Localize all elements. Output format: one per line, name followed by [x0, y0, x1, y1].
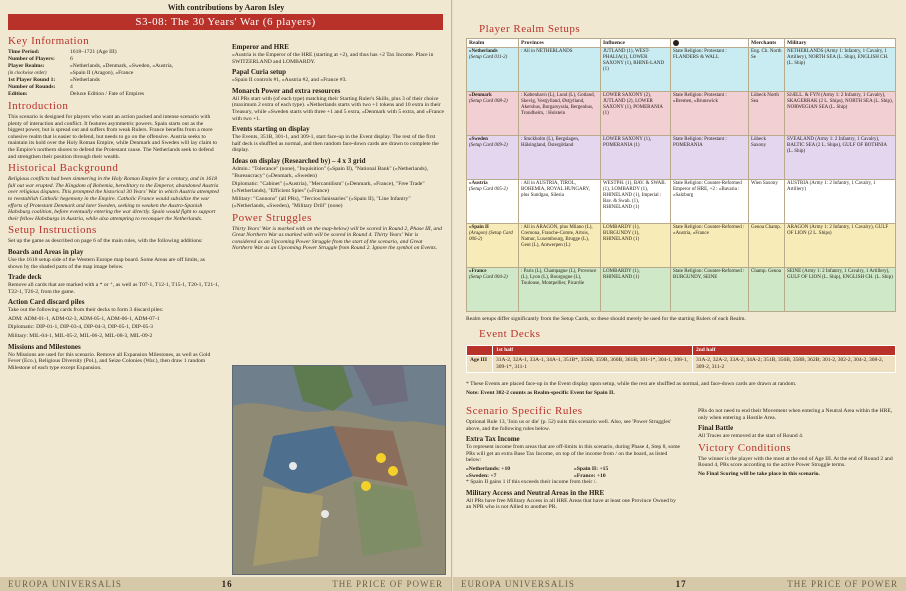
event-decks-table [466, 345, 896, 373]
scenario-rules-text: Optional Rule 13, 'Join us or die' (p. 52) suits this scenario well. Also, see 'Power Struggles' above, and the following rules below. [466, 419, 672, 432]
col-influence: Influence [601, 39, 671, 48]
emperor-text: »Austria is the Emperor of the HRE (starting at +2), and thus has +2 Tax Income. Place in SWITZERLAND and LOMBARDY. [232, 52, 434, 65]
realm-cell [467, 48, 519, 92]
intro-heading: Introduction [8, 100, 69, 112]
victory-heading: Victory Conditions [698, 441, 791, 454]
merchants-cell [749, 268, 785, 312]
influence-cell-text: LOWER SAXONY (2), JUTLAND (2), LOWER SAXONY (1), POMERANIA (1) [603, 93, 663, 117]
scenario-banner: S3-08: The 30 Years' War (6 players) [8, 14, 443, 30]
key-info-row: Player Realms: »Netherlands, »Denmark, »Sweden, »Austria, [8, 63, 173, 69]
military-cell-text: NETHERLANDS (Army 1: Infantry, 1 Cavalry, 1 Artillery), NORTH SEA (L. Ship), ENGLISH CH. (L. Ship) [787, 49, 889, 67]
provinces-cell-text: : All in AUSTRIA, TIROL, BOHEMIA, ROYAL HUNGARY, plus Sundgau, Silesia [521, 181, 590, 199]
ideas-diplomatic: Diplomatic: "Cabinet" (»Austria), "Mercantilism" (»Denmark, »France), "Free Trade" (»Netherlands), "Efficient Spies" (»France) [232, 181, 425, 194]
realm-cell [467, 268, 519, 312]
military-access-heading: Military Access and Neutral Areas in the HRE [466, 488, 605, 497]
realm-row [467, 48, 896, 92]
boards-heading: Boards and Areas in play [8, 247, 84, 256]
military-access-text: All PRs have free Military Access in all HRE Areas that have at least one Province Owned by an NPR who is not Allied to another PR. [466, 497, 676, 511]
realm-cell [467, 180, 519, 224]
key-info-row: Number of Rounds: 4 [8, 84, 73, 90]
scenario-rules-heading: Scenario Specific Rules [466, 405, 583, 417]
merchants-cell-text: Eng. Ch. North Se [751, 49, 782, 61]
military-cell-text: SVEALAND (Army 1: 2 Infantry, 1 Cavalry), BALTIC SEA (2 L. Ships), GULF OF BOTHNIA (L. Ship) [787, 137, 887, 155]
military-cell-text: SJÆLL. & FYN (Army 1: 2 Infantry, 1 Cavalry), SKAGERRAK (2 L. Ships), NORTH SEA (L. Ship), NORWEGIAN SEA (L. Ship) [787, 93, 893, 111]
page-number-right: 17 [675, 579, 687, 589]
setup-text: Set up the game as described on page 6 of the main rules, with the following additions: [8, 238, 203, 245]
provinces-cell [519, 180, 601, 224]
key-info-heading: Key Information [8, 35, 90, 47]
provinces-cell-text: : Stockholm (L), Bergslagen, Hälsingland, Östergötland [521, 137, 580, 149]
no-final-scoring: No Final Scoring will be take place in this scenario. [698, 470, 820, 477]
setup-card-text: (Setup Card 008-2) [469, 99, 508, 105]
realm-row [467, 180, 896, 224]
military-cell-text: AUSTRIA (Army 1: 2 Infantry, 1 Cavalry, 1 Artillery) [787, 181, 876, 193]
military-cell-text: SEINE (Army 1: 2 Infantry, 1 Cavalry, 1 Artillery), GULF OF LION (L. Ship), ENGLISH CH. (L. Ship) [787, 269, 893, 281]
trade-heading: Trade deck [8, 273, 42, 282]
footer-subtitle-right: THE PRICE OF POWER [787, 579, 898, 589]
power-struggles-text: Thirty Years' War is marked with on the map-below) will be scored in Round 2, Phase III, and Great Northern War as marked with will be scored in Round 4. Thirty Years' War is considered as an Upcoming Power Struggle from the start of the scenario, and Great Northern War as an Upcoming Power Struggle from Round 2. Ignore the symbol on Events. [232, 225, 442, 252]
realm-setups-heading: Player Realm Setups [479, 23, 581, 35]
realm-cell-text: »Sweden [469, 137, 488, 143]
realm-note: Realm setups differ significantly from the Setup Cards, so these should merely be used for the starting Rulers of each Realm. [466, 316, 746, 322]
merchants-cell [749, 48, 785, 92]
influence-cell [601, 92, 671, 136]
provinces-cell-text: : København (L), Lund (L), Gotland, Skevig, Vestjylland, Østjylland, Akershus, Borgarsyssla, Bergenhus, Trondheim, : Holstein [521, 93, 595, 117]
key-info-row: Number of Players: 6 [8, 56, 73, 62]
col-merchants: Merchants [749, 39, 785, 48]
setup-card-text: (Setup Card 011-2) [469, 55, 508, 61]
footer-title-right: EUROPA UNIVERSALIS [461, 579, 575, 589]
key-info-list [8, 49, 220, 98]
events-display-heading: Events starting on display [232, 125, 310, 134]
history-heading: Historical Background [8, 162, 119, 175]
tax-item: »Sweden: +7 [466, 472, 497, 479]
discard-mil: Military: MIL-04-1, MIL-05-2, MIL-06-2, MIL-08-3, MIL-09-2 [8, 333, 153, 340]
realm-row [467, 136, 896, 180]
religion-cell [671, 48, 749, 92]
religion-icon [673, 40, 679, 46]
religion-cell [671, 268, 749, 312]
boards-text: Use the 1618 setup side of the Western Europe map board. Some Areas are off limits, as shown by the shaded parts of the map image below. [8, 256, 205, 270]
religion-cell [671, 224, 749, 268]
event-row [467, 356, 896, 373]
provinces-cell [519, 48, 601, 92]
military-cell [785, 224, 896, 268]
realm-cell-text: »Austria [469, 181, 488, 187]
military-cell [785, 92, 896, 136]
influence-cell [601, 224, 671, 268]
merchants-cell [749, 92, 785, 136]
ev-col-second: 2nd half [693, 346, 896, 356]
religion-cell-text: State Religion: Protestant : FLANDERS & WALL [673, 49, 727, 61]
realm-cell [467, 92, 519, 136]
provinces-cell-text: : All in ARAGON, plus Milano (L), Cremona, Franche-Comte, Artois, Namur, Luxembourg, Brugge (L), Gent (L), Antwerpen (L) [521, 225, 593, 249]
merchants-cell-text: Lübeck Saxony [751, 137, 766, 149]
page-number-left: 16 [221, 579, 233, 589]
merchants-cell-text: Champ. Genoa [751, 269, 781, 275]
ev-first-half: 31A-2, 32A-1, 33A-1, 34A-1, 351B*, 35SB, 359B, 360B, 361B; 301-1*, 304-1, 308-1, 309-1*, 311-1 [493, 356, 693, 373]
religion-cell-text: State Religion: Counter-Reformed : BURGUNDY, SEINE [673, 269, 745, 281]
realm-cell [467, 136, 519, 180]
event-note-1: * These Events are placed face-up in the Event display upon setup, while the rest are shuffled as normal, and face-down cards are drawn at random. [466, 381, 797, 387]
missions-heading: Missions and Milestones [8, 342, 81, 351]
realm-setup-table [466, 38, 896, 312]
influence-cell-text: JUTLAND (1), WEST-PHALIA(1), LOWER SAXONY (1), RHINE-LAND (1) [603, 49, 665, 73]
military-cell [785, 136, 896, 180]
table-header-row [467, 39, 896, 48]
military-cell [785, 180, 896, 224]
missions-text: No Missions are used for this scenario. Remove all Expansion Milestones, as well as Gold Fever (Eco.), Religious Diversity (Pol.), and Seize Colonies (War.), then draw 1 random Milestone of each type except Expansion. [8, 351, 211, 371]
tax-item: »Netherlands: +10 [466, 465, 511, 472]
influence-cell-text: LOMBARDY (1), BURGUNDY (1), RHINELAND (1) [603, 225, 640, 243]
provinces-cell-text: : Paris (L), Champagne (L), Provence (L), Lyon (L), Bourgogne (L), Toulouse, Montpellier, Picardie [521, 269, 597, 287]
influence-cell [601, 48, 671, 92]
realm-cell-text: »France [469, 269, 487, 275]
event-notes [466, 381, 896, 398]
left-column [8, 33, 220, 373]
left-column-2 [232, 40, 444, 254]
military-cell-text: ARAGON (Army 1: 2 Infantry, 1 Cavalry), GULF OF LION (2 L. Ships) [787, 225, 889, 237]
intro-text: This scenario is designed for players who want an action packed and intense scenario with plenty of interaction and conflict. It features asymmetric powers. Spain starts out as the biggest power, but is spread out and suffers from weak Rulers. France benefits from a more cohesive realm that is easier to defend, but needs to go on the offensive. Austria seeks to maintain its hold over the Holy Roman Empire, while Denmark and Sweden will lay claim to the Empire's northern shores to defend the Protestant cause. The Netherlands seek to defend and strengthen their position through their wealth. [8, 114, 218, 160]
papal-heading: Papal Curia setup [232, 68, 287, 77]
right-footer [453, 577, 906, 591]
col-religion [671, 39, 749, 48]
setup-card-text: (Setup Card 005-2) [469, 187, 508, 193]
religion-cell-text: State Religion: Counter-Reformed : »Austria, »France [673, 225, 745, 237]
victory-text: The winner is the player with the most at the end of Age III. At the end of Round 2 and Round 4, PRs score according to the active Power Struggle terms. [698, 455, 893, 469]
provinces-cell [519, 268, 601, 312]
tax-heading: Extra Tax Income [466, 435, 520, 444]
tax-item: »France: +10 [574, 472, 606, 479]
merchants-cell-text: Wien Saxony [751, 181, 778, 187]
discard-text: Take out the following cards from their decks to form 3 discard piles: [8, 307, 164, 314]
key-info-row: (in clockwise order) »Spain II (Aragon), »France [8, 70, 134, 76]
setup-card-text: (Setup Card 009-2) [469, 143, 508, 149]
ideas-heading: Ideas on display (Researched by) – 4 x 3 grid [232, 156, 366, 165]
merchants-cell [749, 136, 785, 180]
realm-row [467, 268, 896, 312]
influence-cell [601, 268, 671, 312]
footer-title-left: EUROPA UNIVERSALIS [8, 579, 122, 589]
merchants-cell-text: Genoa Champ. [751, 225, 781, 231]
military-cell [785, 48, 896, 92]
left-page [0, 0, 452, 591]
col-military: Military [785, 39, 896, 48]
realm-cell-text: »Netherlands [469, 49, 498, 55]
col-realm: Realm [467, 39, 519, 48]
influence-cell [601, 180, 671, 224]
setup-heading: Setup Instructions [8, 224, 97, 237]
realm-cell-text: »Spain II [469, 225, 489, 231]
influence-cell-text: LOWER SAXONY (1), POMERANIA (1) [603, 137, 652, 149]
setup-card-text: (Setup Card 004-2) [469, 275, 508, 281]
realm-cell [467, 224, 519, 268]
provinces-cell-text: : All in NETHERLANDS [521, 49, 573, 55]
power-struggles-heading: Power Struggles [232, 211, 312, 224]
provinces-cell [519, 136, 601, 180]
monarch-text: All PRs start with (of each type) matching their Starting Ruler's Skills, plus 3 of their choice (maximum 2 extra of each type). »Netherlands starts with two +1 tokens and 10 extra in their Treasury, while »Sweden starts with three +1 and 5 extra, »Denmark with 5 extra, and »France with two +1. [232, 95, 444, 122]
discard-heading: Action Card discard piles [8, 298, 85, 307]
ideas-admin: Admin.: "Tolerance" (none), "Inquisition" (»Spain II), "National Bank" (»Netherlands), "Bureaucracy" (»Denmark, »Sweden) [232, 165, 428, 179]
right-column-1 [466, 403, 682, 513]
realm-row [467, 224, 896, 268]
ev-col-first: 1st half [493, 346, 693, 356]
merchants-cell [749, 224, 785, 268]
events-display-text: The Events, 351B, 301-1, and 309-1, start face-up in the Event display. The rest of the first half deck is shuffled as normal, and then random face-down cards are drawn to complete the display. [232, 134, 439, 154]
footer-subtitle-left: THE PRICE OF POWER [332, 579, 443, 589]
col-provinces: Provinces [519, 39, 601, 48]
realm-cell-text: »Denmark [469, 93, 492, 99]
monarch-heading: Monarch Power and extra resources [232, 86, 341, 95]
history-text: Religious conflicts had been simmering in the Holy Roman Empire for a century, and in 1618 full out war erupted. The Kingdom of Bohemia, hereditary to the Emperor, abandoned Austria over religious disputes. This prompted the historical 30 Years' War in which Austria attempted to reestablish Catholic hegemony in the Empire. Catholic France would subsidize the war efforts of Protestant Denmark and later Sweden, seeking to weaken the Austro-Spanish Habsburg coalition, before eventually entering the war directly. Spain would fight to support their fellow Habsburgs in Austria, while also attempting to reconquer the Netherlands. [8, 176, 219, 222]
neutral-area-text: PRs do not need to end their Movement when entering a Neutral Area within the HRE, only when entering a Hostile Area. [698, 408, 893, 421]
ev-second-half: 31A-2, 32A-2, 33A-2, 34A-2; 351B, 356B, 358B, 362B; 301-2, 302-2, 304-2, 308-2, 309-2, 311-2 [693, 356, 896, 373]
emperor-heading: Emperor and HRE [232, 43, 289, 51]
tax-item: »Spain II: +15 [574, 465, 609, 472]
tax-list [466, 466, 682, 479]
realm-row [467, 92, 896, 136]
religion-cell [671, 180, 749, 224]
provinces-cell [519, 92, 601, 136]
europe-map-image [233, 366, 446, 575]
merchants-cell-text: Lübeck North Sea [751, 93, 779, 105]
right-column-2 [698, 408, 896, 480]
setup-card-text: (Aragon) (Setup Card 006-2) [469, 231, 513, 243]
military-cell [785, 268, 896, 312]
religion-cell [671, 92, 749, 136]
provinces-cell [519, 224, 601, 268]
tax-note: * Spain II gains 1 if this exceeds their income from their /. [466, 479, 597, 486]
religion-cell-text: State Religion: Protestant : POMERANIA [673, 137, 727, 149]
key-info-row: Time Period: 1618–1721 (Age III) [8, 49, 117, 55]
merchants-cell [749, 180, 785, 224]
influence-cell [601, 136, 671, 180]
event-note-2: Note: Event 302-2 counts as Realm-specific Event for Spain II. [466, 389, 615, 396]
left-footer [0, 577, 451, 591]
religion-cell-text: State Religion: Counter-Reformed Emperor of HRE, +2 : »Bavaria : »Salzburg [673, 181, 742, 199]
key-info-row: Edition: Deluxe Edition / Fate of Empires [8, 91, 145, 97]
event-decks-heading: Event Decks [479, 328, 541, 340]
ideas-military: Military: "Cannons" (all PRs), "Tercios/Janissaries" (»Spain II), "Line Infantry" (»Netherlands, »Sweden), "Military Drill" (none) [232, 196, 411, 209]
ev-col-age [467, 346, 493, 356]
key-info-row: 1st Player Round 1: »Netherlands [8, 77, 100, 83]
discard-adm: ADM: ADM-01-1, ADM-02-3, ADM-05-1, ADM-06-1, ADM-07-1 [8, 315, 160, 322]
final-battle-text: All Truces are removed at the start of Round 4. [698, 433, 804, 440]
trade-text: Remove all cards that are marked with a * or ⁺, as well as T07-1, T12-1, T15-1, T20-1, T21-1, T22-1, T26-2, from the game. [8, 282, 220, 295]
papal-text: »Spain II controls #1, »Austria #2, and »France #3. [232, 77, 347, 84]
discard-dip: Diplomatic: DIP-01-1, DIP-03-4, DIP-04-3, DIP-05-1, DIP-05-3 [8, 324, 153, 331]
tax-text: To represent income from areas that are off-limits in this scenario, during Phase 4, Step 8, some PRs will get an extra Base Tax Income, on top of the income from / on the board, as listed below: [466, 444, 681, 464]
influence-cell-text: WESTPH. (1), BAV. & SWAB. (1), LOMBARDY (1), RHINELAND (1), Imperial : Bav. & Swab. (1), RHINELAND (1) [603, 181, 666, 211]
religion-cell-text: State Religion: Protestant : »Bremen, »Brunswick [673, 93, 727, 105]
influence-cell-text: LOMBARDY (1), RHINELAND (1) [603, 269, 640, 281]
religion-cell [671, 136, 749, 180]
ev-age: Age III [467, 356, 493, 373]
scenario-map [232, 365, 446, 575]
final-battle-heading: Final Battle [698, 424, 734, 433]
contributions-line: With contributions by Aaron Isley [167, 3, 285, 12]
